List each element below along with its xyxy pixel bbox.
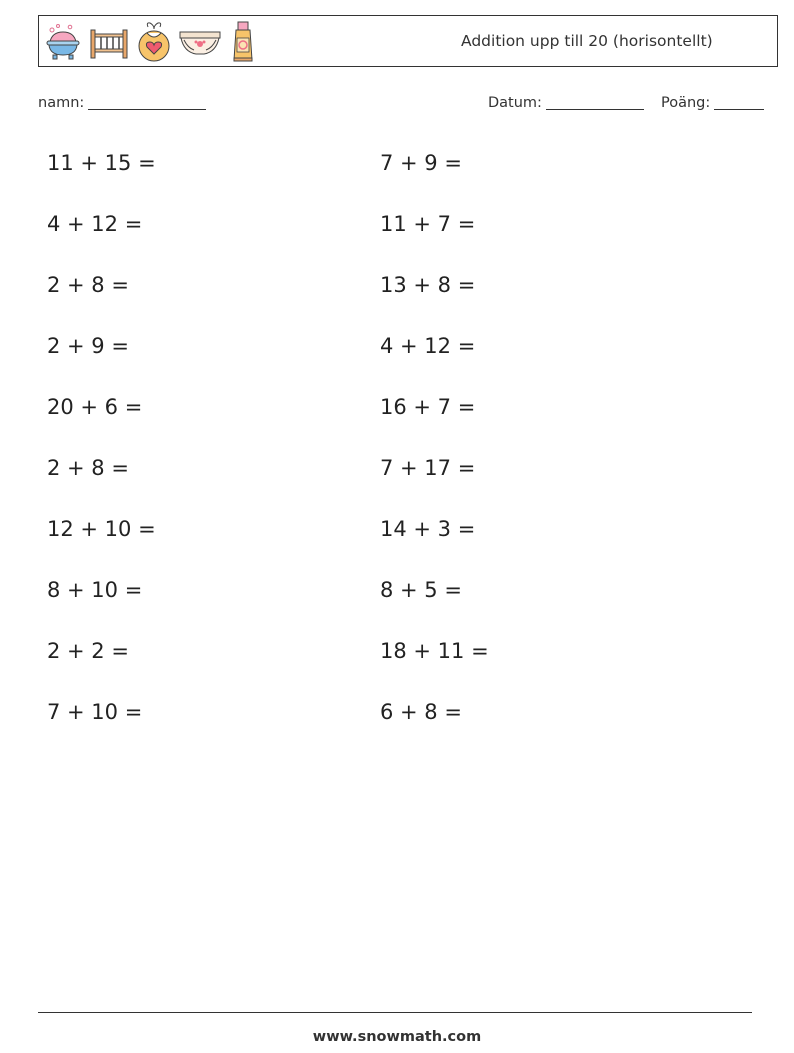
baby-bib-icon (136, 21, 172, 63)
problem-left-4: 2 + 9 = (47, 334, 129, 358)
problem-right-7: 14 + 3 = (380, 517, 476, 541)
problem-left-10: 7 + 10 = (47, 700, 143, 724)
problem-left-6: 2 + 8 = (47, 456, 129, 480)
date-blank[interactable] (546, 93, 644, 110)
problem-right-5: 16 + 7 = (380, 395, 476, 419)
problem-left-5: 20 + 6 = (47, 395, 143, 419)
problem-right-9: 18 + 11 = (380, 639, 489, 663)
footer-url[interactable]: www.snowmath.com (312, 1029, 482, 1045)
score-label: Poäng: (661, 95, 711, 111)
score-blank[interactable] (714, 93, 764, 110)
baby-bath-icon (44, 22, 82, 62)
problem-left-7: 12 + 10 = (47, 517, 156, 541)
info-row (0, 93, 794, 117)
header-icons (44, 20, 258, 64)
problem-left-1: 11 + 15 = (47, 151, 156, 175)
date-field[interactable] (488, 93, 644, 111)
problem-right-1: 7 + 9 = (380, 151, 462, 175)
baby-crib-icon (88, 22, 130, 62)
problem-right-3: 13 + 8 = (380, 273, 476, 297)
problem-right-4: 4 + 12 = (380, 334, 476, 358)
problem-left-3: 2 + 8 = (47, 273, 129, 297)
problem-left-2: 4 + 12 = (47, 212, 143, 236)
diaper-icon (178, 22, 222, 62)
worksheet-header (38, 15, 778, 67)
score-field[interactable] (661, 93, 764, 111)
name-field[interactable] (38, 93, 206, 111)
baby-lotion-icon (228, 20, 258, 64)
date-label: Datum: (488, 95, 542, 111)
problem-left-8: 8 + 10 = (47, 578, 143, 602)
problem-right-8: 8 + 5 = (380, 578, 462, 602)
footer-divider (38, 1012, 752, 1013)
problem-right-2: 11 + 7 = (380, 212, 476, 236)
problem-right-6: 7 + 17 = (380, 456, 476, 480)
problem-left-9: 2 + 2 = (47, 639, 129, 663)
name-label: namn: (38, 95, 85, 111)
problem-right-10: 6 + 8 = (380, 700, 462, 724)
worksheet-title: Addition upp till 20 (horisontellt) (461, 32, 713, 50)
name-blank[interactable] (88, 93, 206, 110)
